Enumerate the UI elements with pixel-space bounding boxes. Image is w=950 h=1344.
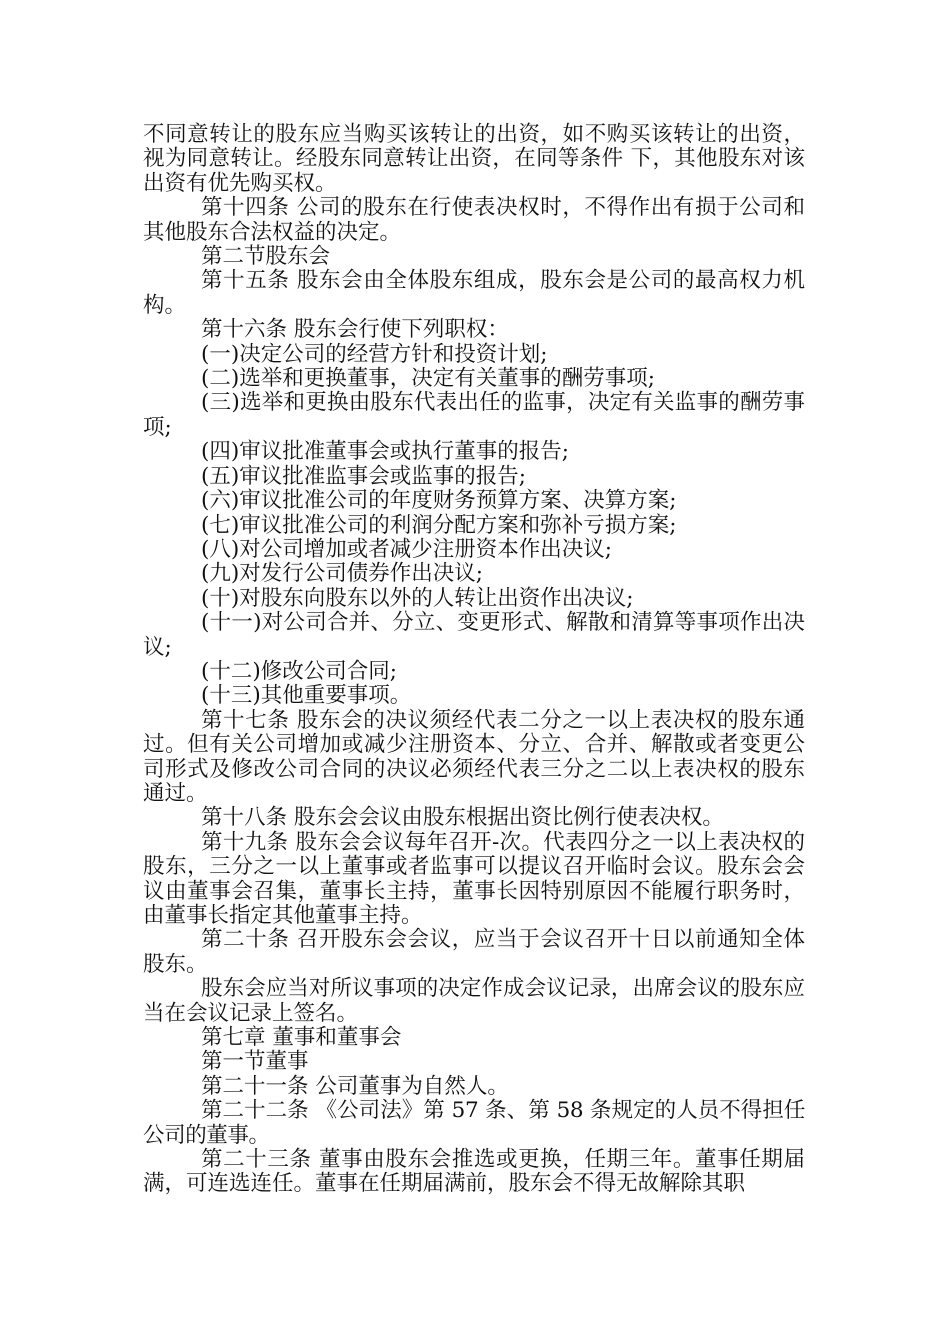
article-19: 第十九条 股东会会议每年召开-次。代表四分之一以上表决权的股东，三分之一以上董事或者监事可以提议召开临时会议。股东会会议由董事会召集，董事长主持，董事长因特别原因不能履行职务时，由董事长指定其他董事主持。 xyxy=(143,829,805,928)
article-22: 第二十二条 《公司法》第 57 条、第 58 条规定的人员不得担任公司的董事。 xyxy=(143,1098,805,1148)
section-1-heading: 第一节董事 xyxy=(201,1049,309,1075)
meeting-minutes-paragraph: 股东会应当对所议事项的决定作成会议记录，出席会议的股东应当在会议记录上签名。 xyxy=(143,976,805,1026)
power-item-2: (二)选举和更换董事，决定有关董事的酬劳事项; xyxy=(201,366,656,392)
article-20: 第二十条 召开股东会会议，应当于会议召开十日以前通知全体股东。 xyxy=(143,927,805,977)
document-page xyxy=(143,123,805,1197)
power-item-10: (十)对股东向股东以外的人转让出资作出决议; xyxy=(201,585,634,611)
power-item-1: (一)决定公司的经营方针和投资计划; xyxy=(201,341,548,367)
power-item-13: (十三)其他重要事项。 xyxy=(201,683,412,709)
chapter-7-heading: 第七章 董事和董事会 xyxy=(201,1025,402,1051)
power-item-3: (三)选举和更换由股东代表出任的监事，决定有关监事的酬劳事项; xyxy=(143,390,805,440)
article-15: 第十五条 股东会由全体股东组成，股东会是公司的最高权力机构。 xyxy=(143,268,805,318)
article-21: 第二十一条 公司董事为自然人。 xyxy=(201,1073,509,1099)
article-23: 第二十三条 董事由股东会推选或更换，任期三年。董事任期届满，可连选连任。董事在任期届满前，股东会不得无故解除其职 xyxy=(143,1147,805,1197)
article-14: 第十四条 公司的股东在行使表决权时，不得作出有损于公司和其他股东合法权益的决定。 xyxy=(143,195,805,245)
power-item-5: (五)审议批准监事会或监事的报告; xyxy=(201,463,527,489)
power-item-7: (七)审议批准公司的利润分配方案和弥补亏损方案; xyxy=(201,512,677,538)
power-item-8: (八)对公司增加或者减少注册资本作出决议; xyxy=(201,536,613,562)
power-item-4: (四)审议批准董事会或执行董事的报告; xyxy=(201,439,570,465)
power-item-6: (六)审议批准公司的年度财务预算方案、决算方案; xyxy=(201,488,677,514)
article-17: 第十七条 股东会的决议须经代表二分之一以上表决权的股东通过。但有关公司增加或减少注册资本、分立、合并、解散或者变更公司形式及修改公司合同的决议必须经代表三分之二以上表决权的股东通过。 xyxy=(143,707,805,806)
article-18: 第十八条 股东会会议由股东根据出资比例行使表决权。 xyxy=(201,805,724,831)
power-item-9: (九)对发行公司债券作出决议; xyxy=(201,561,484,587)
power-item-12: (十二)修改公司合同; xyxy=(201,658,398,684)
power-item-11: (十一)对公司合并、分立、变更形式、解散和清算等事项作出决议; xyxy=(143,610,805,660)
article-16: 第十六条 股东会行使下列职权： xyxy=(201,317,509,343)
section-2-heading: 第二节股东会 xyxy=(201,244,331,270)
paragraph-transfer-consent: 不同意转让的股东应当购买该转让的出资，如不购买该转让的出资，视为同意转让。经股东同意转让出资，在同等条件 下，其他股东对该出资有优先购买权。 xyxy=(143,122,805,196)
